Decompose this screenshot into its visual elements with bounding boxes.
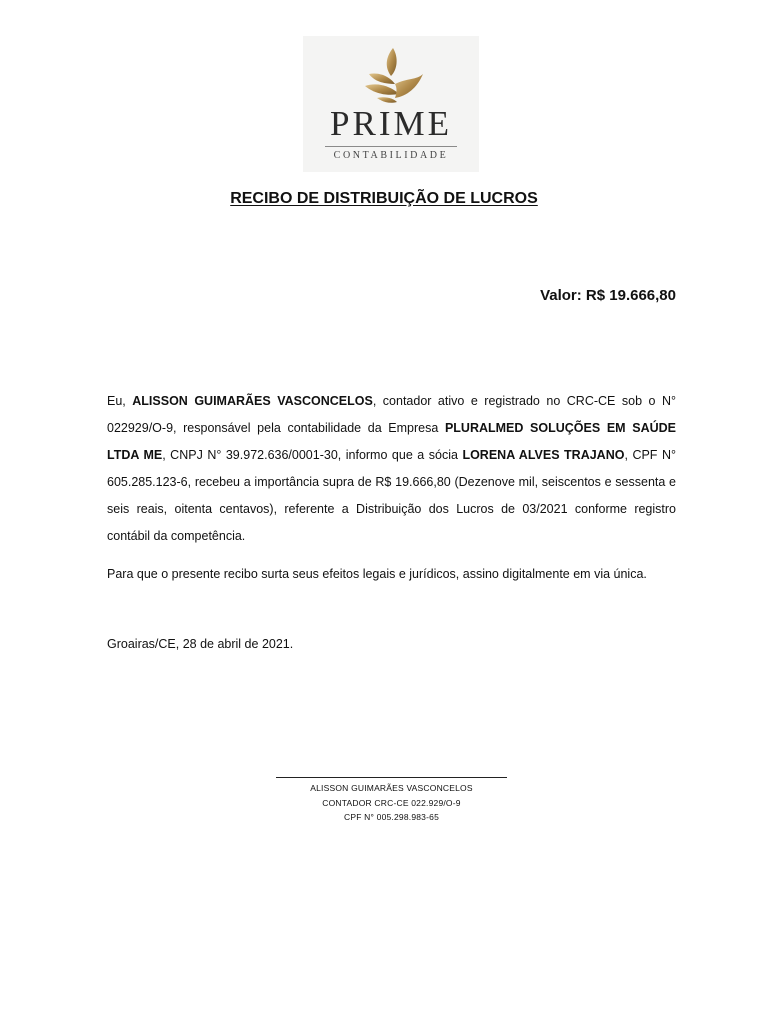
logo-name: PRIME [330,104,452,143]
document-title: RECIBO DE DISTRIBUIÇÃO DE LUCROS [230,190,538,207]
logo-subtitle: CONTABILIDADE [333,150,449,161]
signature-block [276,781,507,825]
body-text-3: , CNPJ N° 39.972.636/0001-30, informo que a sócia [162,448,463,462]
logo-divider [325,146,457,147]
signer-cpf: CPF N° 005.298.983-65 [343,812,439,822]
body-text-2: , contador ativo e registrado no CRC-CE sob o N° 022929/O-9, responsável pela contabilidade da Empresa [107,394,676,435]
amount-value: Valor: R$ 19.666,80 [540,287,676,304]
company-logo [303,36,479,172]
partner-name: LORENA ALVES TRAJANO [462,448,625,462]
body-text-1: Eu, [107,394,133,408]
signature-line [276,777,507,778]
body-text-4: , CPF N° 605.285.123-6, recebeu a importância supra de R$ 19.666,80 (Dezenove mil, seiscentos e sessenta e seis reais, oitenta centavos), referente a Distribuição dos Lucros de 03/2021 conforme registro contábil da competência. [107,448,676,543]
accountant-name: ALISSON GUIMARÃES VASCONCELOS [132,394,373,408]
receipt-body-paragraph [107,388,676,550]
signer-role: CONTADOR CRC-CE 022.929/O-9 [322,797,461,808]
signature-statement: Para que o presente recibo surta seus efeitos legais e jurídicos, assino digitalmente em via única. [107,567,647,581]
place-and-date: Groairas/CE, 28 de abril de 2021. [107,637,294,651]
company-name: PLURALMED SOLUÇÕES EM SAÚDE LTDA ME [107,421,676,462]
signer-name: ALISSON GUIMARÃES VASCONCELOS [310,783,473,793]
